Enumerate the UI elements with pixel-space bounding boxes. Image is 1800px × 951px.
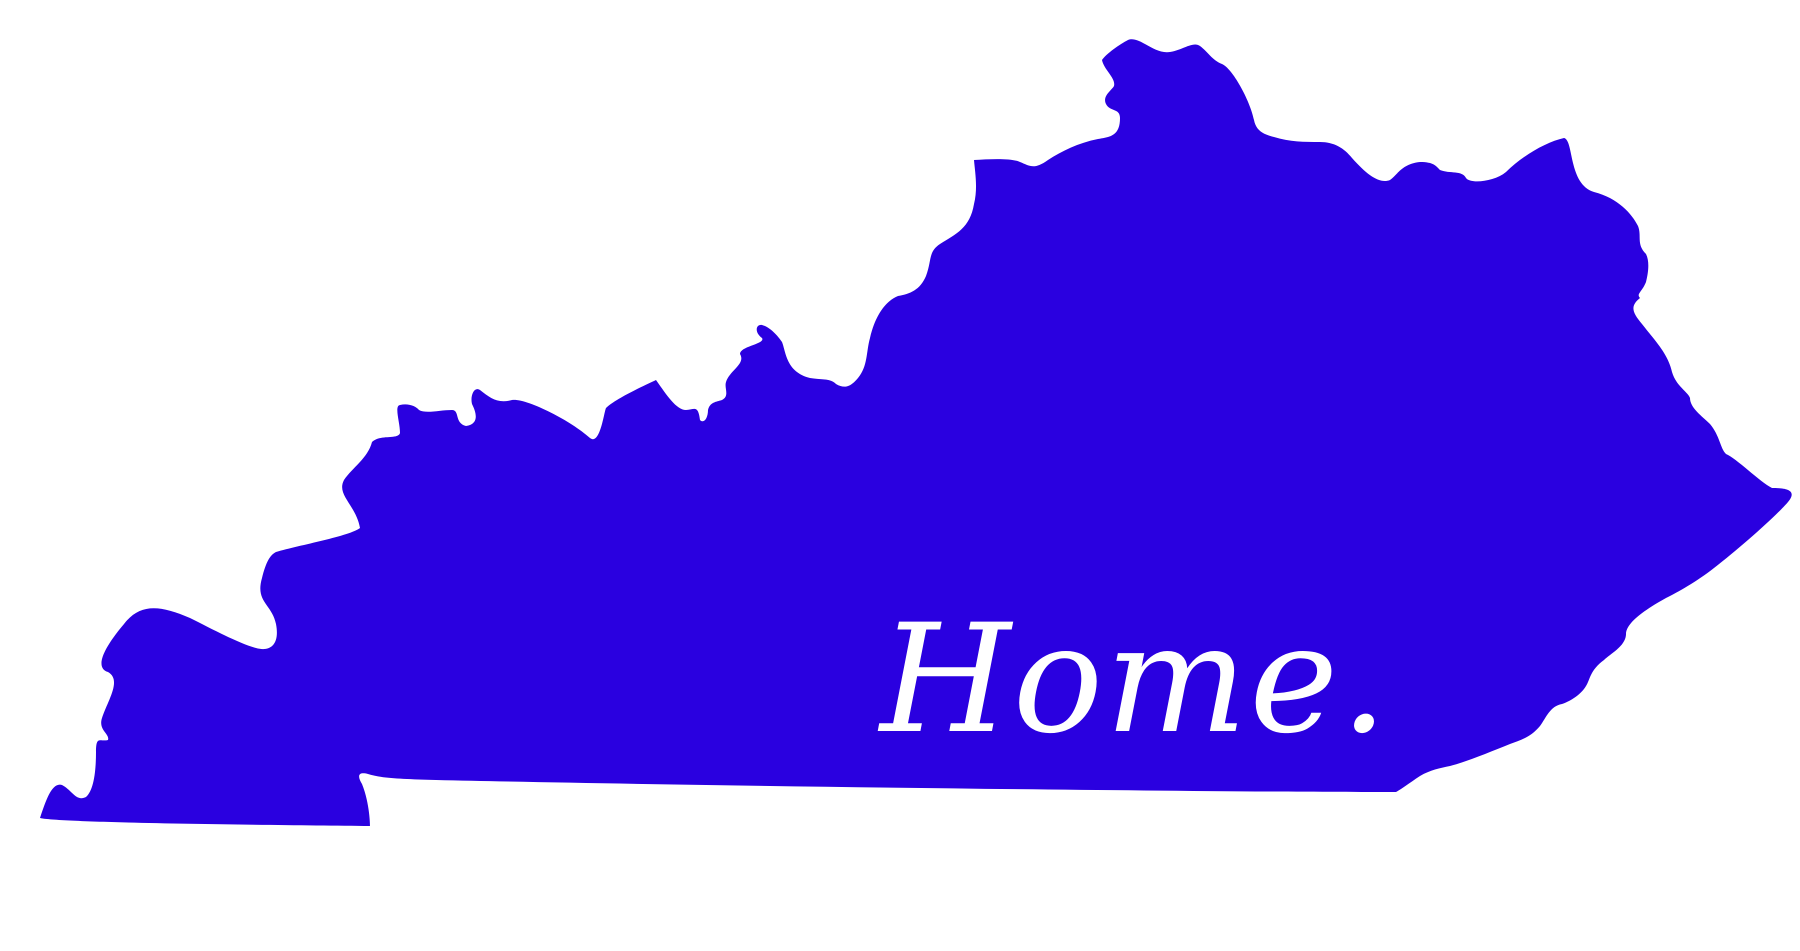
home-caption: Home.: [880, 593, 1390, 767]
